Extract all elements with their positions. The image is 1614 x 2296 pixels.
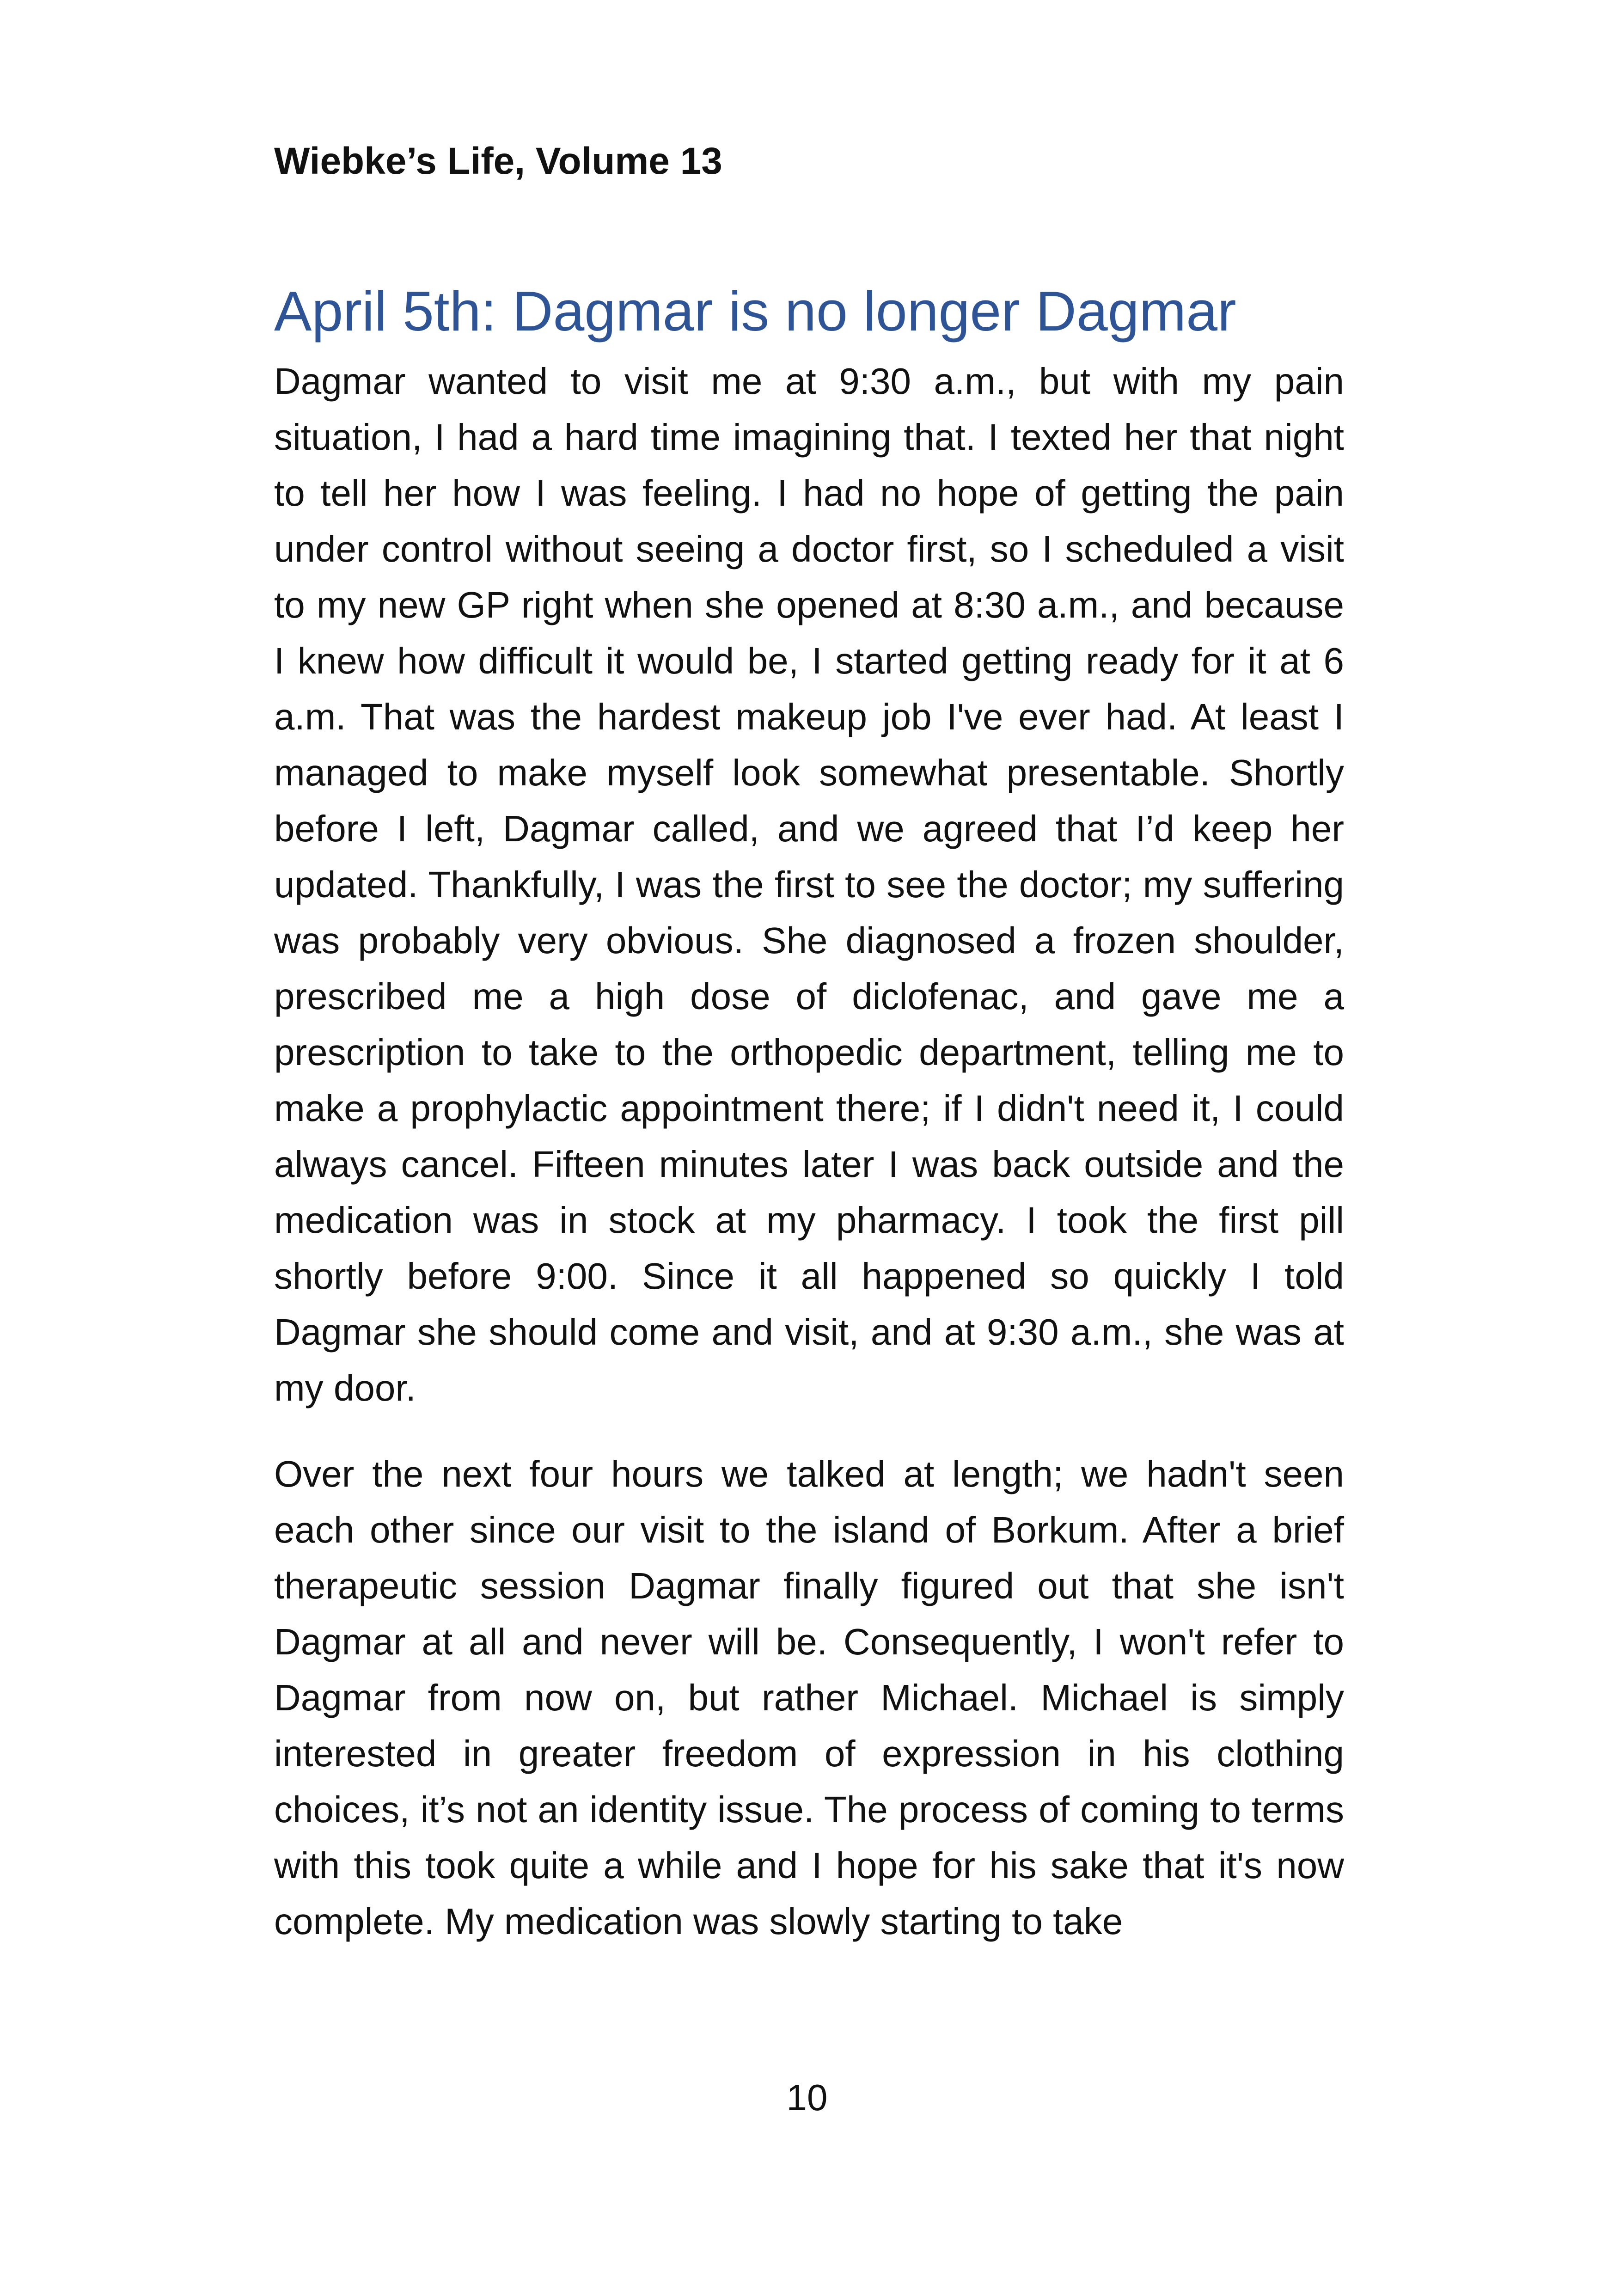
- page-number: 10: [786, 2077, 828, 2118]
- running-header: Wiebke’s Life, Volume 13: [274, 140, 722, 182]
- body-paragraph: Dagmar wanted to visit me at 9:30 a.m., but with my pain situation, I had a hard time imagining that. I texted her that night to tell her how I was feeling. I had no hope of getting the pain under control without seeing a doctor first, so I scheduled a visit to my new GP right when she opened at 8:30 a.m., and because I knew how difficult it would be, I started getting ready for it at 6 a.m. That was the hardest makeup job I've ever had. At least I managed to make myself look somewhat presentable. Shortly before I left, Dagmar called, and we agreed that I’d keep her updated. Thankfully, I was the first to see the doctor; my suffering was probably very obvious. She diagnosed a frozen shoulder, prescribed me a high dose of diclofenac, and gave me a prescription to take to the orthopedic department, telling me to make a prophylactic appointment there; if I didn't need it, I could always cancel. Fifteen minutes later I was back outside and the medication was in stock at my pharmacy. I took the first pill shortly before 9:00. Since it all happened so quickly I told Dagmar she should come and visit, and at 9:30 a.m., she was at my door.: [274, 361, 1344, 1409]
- body-paragraph: Over the next four hours we talked at length; we hadn't seen each other since our visit to the island of Borkum. After a brief therapeutic session Dagmar finally figured out that she isn't Dagmar at all and never will be. Consequently, I won't refer to Dagmar from now on, but rather Michael. Michael is simply interested in greater freedom of expression in his clothing choices, it’s not an identity issue. The process of coming to terms with this took quite a while and I hope for his sake that it's now complete. My medication was slowly starting to take: [274, 1453, 1344, 1942]
- chapter-title: April 5th: Dagmar is no longer Dagmar: [274, 280, 1236, 343]
- page-content: [274, 277, 1344, 1949]
